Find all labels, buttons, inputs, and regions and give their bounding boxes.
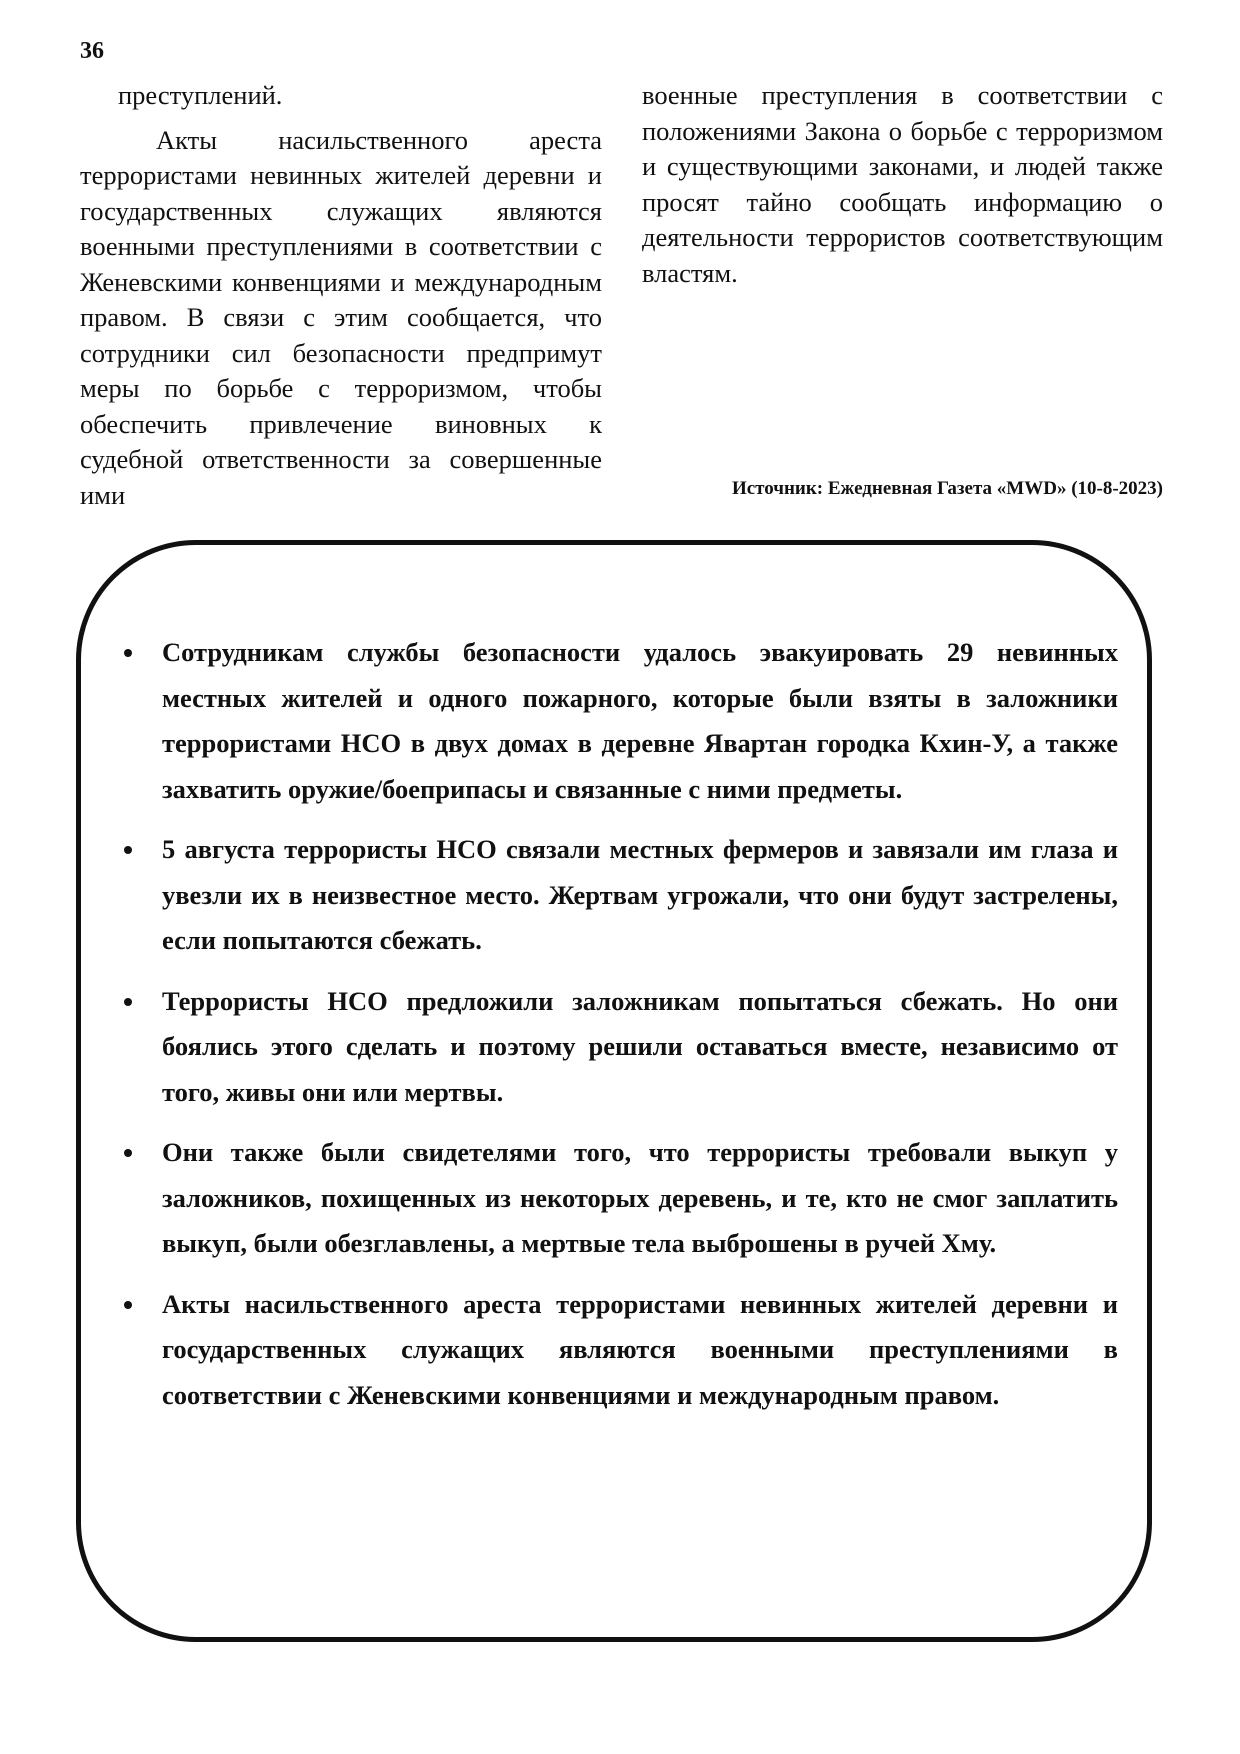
article-paragraph: Акты насильственного ареста террористами невинных жителей деревни и государственных служащих являются военными преступлениями в соответствии с Женевскими конвенциями и международным правом. В связи с этим сообщается, что сотрудники сил безопасности предпримут меры по борьбе с терроризмом, чтобы обеспечить привлечение виновных к судебной ответственности за совершенные ими	[80, 124, 602, 510]
bullet-icon	[124, 1149, 132, 1157]
article-paragraph-continued: военные преступления в соответствии с положениями Закона о борьбе с терроризмом и существующими законами, и людей также просят тайно сообщать информацию о деятельности террористов соответствующим властям.	[642, 80, 1163, 288]
bullet-icon	[124, 1301, 132, 1309]
summary-bullet-item	[118, 1282, 1118, 1419]
article-left-column	[80, 78, 602, 513]
summary-bullet-item	[118, 630, 1118, 812]
summary-bullet-text: Они также были свидетелями того, что террористы требовали выкуп у заложников, похищенных из некоторых деревень, и те, кто не смог заплатить выкуп, были обезглавлены, а мертвые тела выброшены в ручей Хму.	[162, 1137, 1118, 1258]
article-continuation: преступлений.	[118, 80, 283, 110]
bullet-icon	[124, 998, 132, 1006]
summary-bullet-list	[118, 630, 1118, 1433]
summary-bullet-item	[118, 979, 1118, 1116]
source-citation: Источник: Ежедневная Газета «MWD» (10-8-2023)	[731, 478, 1163, 499]
summary-bullet-item	[118, 827, 1118, 964]
summary-bullet-text: Террористы НСО предложили заложникам попытаться сбежать. Но они боялись этого сделать и поэтому решили оставаться вместе, независимо от того, живы они или мертвы.	[162, 985, 1118, 1107]
summary-bullet-text: Акты насильственного ареста террористами невинных жителей деревни и государственных служащих являются военными преступлениями в соответствии с Женевскими конвенциями и международным правом.	[162, 1288, 1118, 1410]
bullet-icon	[124, 846, 132, 854]
summary-bullet-item	[118, 1130, 1118, 1267]
page-number: 36	[80, 38, 104, 64]
bullet-icon	[124, 649, 132, 657]
summary-bullet-text: 5 августа террористы НСО связали местных фермеров и завязали им глаза и увезли их в неизвестное место. Жертвам угрожали, что они будут застрелены, если попытаются сбежать.	[162, 834, 1118, 955]
summary-bullet-text: Сотрудникам службы безопасности удалось эвакуировать 29 невинных местных жителей и одного пожарного, которые были взяты в заложники террористами НСО в двух домах в деревне Явартан городка Кхин-У, а также захватить оружие/боеприпасы и связанные с ними предметы.	[162, 637, 1118, 804]
article-right-column	[642, 78, 1163, 291]
